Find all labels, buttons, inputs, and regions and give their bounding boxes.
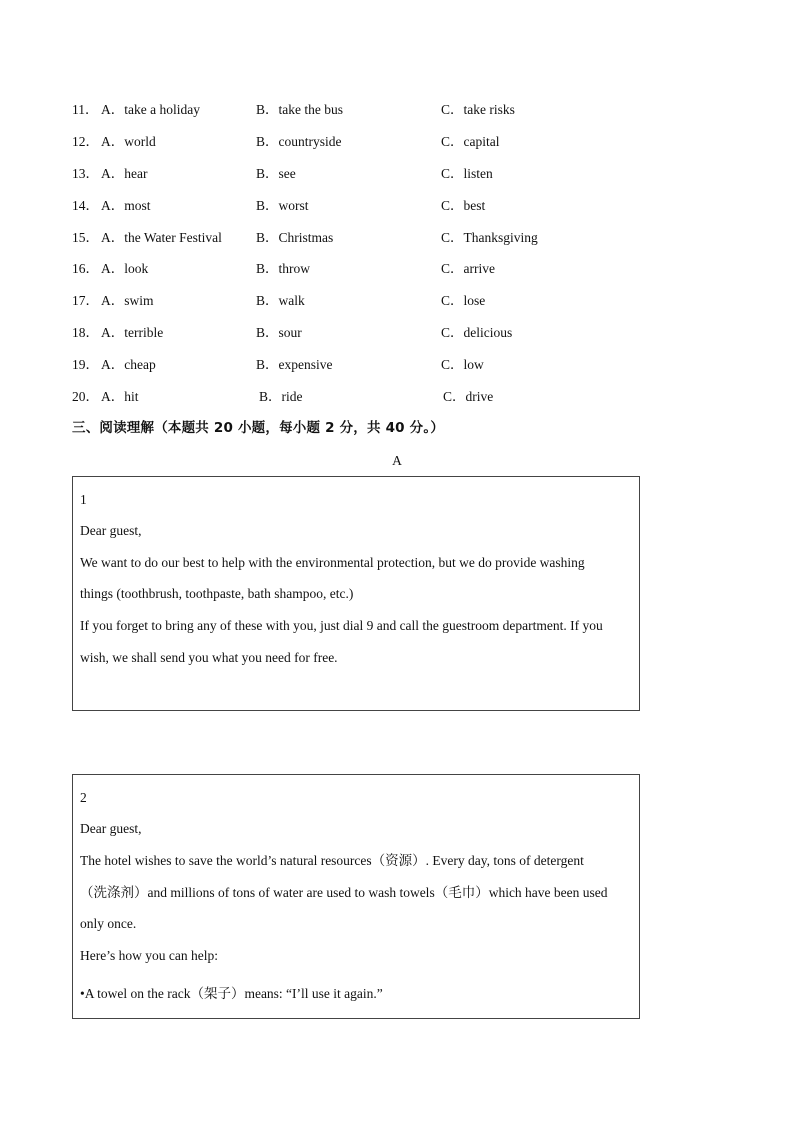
option-c: C．low — [441, 357, 484, 372]
question-row — [0, 387, 794, 407]
question-row — [0, 259, 794, 279]
question-number: 15． — [72, 230, 99, 245]
option-a: A．most — [101, 198, 151, 213]
notice-number: 1 — [80, 492, 87, 507]
question-row — [0, 228, 794, 248]
option-c: C．delicious — [441, 325, 513, 340]
notice-bullet-line: •A towel on the rack（架子）means: “I’ll use it again.” — [80, 986, 383, 1001]
notice-number: 2 — [80, 790, 87, 805]
question-row — [0, 291, 794, 311]
question-number: 14． — [72, 198, 99, 213]
notice-greeting: Dear guest, — [80, 821, 142, 836]
option-a: A．terrible — [101, 325, 164, 340]
option-b: B．countryside — [256, 134, 342, 149]
question-number: 17． — [72, 293, 99, 308]
question-number: 19． — [72, 357, 99, 372]
notice-text-line: We want to do our best to help with the environmental protection, but we do provide washing — [80, 555, 585, 570]
option-b: B．throw — [256, 261, 310, 276]
option-c: C．listen — [441, 166, 493, 181]
option-a: A．look — [101, 261, 149, 276]
question-number: 16． — [72, 261, 99, 276]
notice-text-line: If you forget to bring any of these with you, just dial 9 and call the guestroom department. If you — [80, 618, 603, 633]
question-row — [0, 323, 794, 343]
option-a: A．swim — [101, 293, 154, 308]
question-number: 18． — [72, 325, 99, 340]
notice-box-2 — [72, 774, 640, 1019]
option-a: A．world — [101, 134, 156, 149]
option-c: C．arrive — [441, 261, 495, 276]
notice-text-line: wish, we shall send you what you need for free. — [80, 650, 338, 665]
notice-text-line: only once. — [80, 916, 137, 931]
notice-text-line: things (toothbrush, toothpaste, bath shampoo, etc.) — [80, 586, 354, 601]
notice-greeting: Dear guest, — [80, 523, 142, 538]
question-row — [0, 132, 794, 152]
section-heading: 三、阅读理解（本题共 20 小题，每小题 2 分，共 40 分。） — [72, 420, 445, 436]
notice-text-line: （洗涤剂）and millions of tons of water are used to wash towels（毛巾）which have been used — [80, 885, 608, 900]
option-b: B．take the bus — [256, 102, 343, 117]
question-row — [0, 164, 794, 184]
notice-box-1 — [72, 476, 640, 711]
option-a: A．hit — [101, 389, 139, 404]
question-row — [0, 100, 794, 120]
option-a: A．hear — [101, 166, 148, 181]
option-a: A．take a holiday — [101, 102, 200, 117]
option-c: C．drive — [443, 389, 494, 404]
option-c: C．take risks — [441, 102, 515, 117]
option-b: B．expensive — [256, 357, 333, 372]
question-row — [0, 196, 794, 216]
notice-text-line: Here’s how you can help: — [80, 948, 218, 963]
option-b: B．Christmas — [256, 230, 334, 245]
option-b: B．sour — [256, 325, 302, 340]
option-a: A．the Water Festival — [101, 230, 222, 245]
option-a: A．cheap — [101, 357, 156, 372]
option-c: C．capital — [441, 134, 500, 149]
question-number: 11． — [72, 102, 99, 117]
notice-text-line: The hotel wishes to save the world’s natural resources（资源）. Every day, tons of detergent — [80, 853, 584, 868]
option-c: C．lose — [441, 293, 486, 308]
passage-label: A — [392, 453, 402, 468]
option-c: C．Thanksgiving — [441, 230, 538, 245]
option-b: B．ride — [259, 389, 303, 404]
option-c: C．best — [441, 198, 486, 213]
question-number: 20． — [72, 389, 99, 404]
question-number: 12． — [72, 134, 99, 149]
question-number: 13． — [72, 166, 99, 181]
option-b: B．worst — [256, 198, 309, 213]
option-b: B．walk — [256, 293, 305, 308]
question-row — [0, 355, 794, 375]
option-b: B．see — [256, 166, 296, 181]
